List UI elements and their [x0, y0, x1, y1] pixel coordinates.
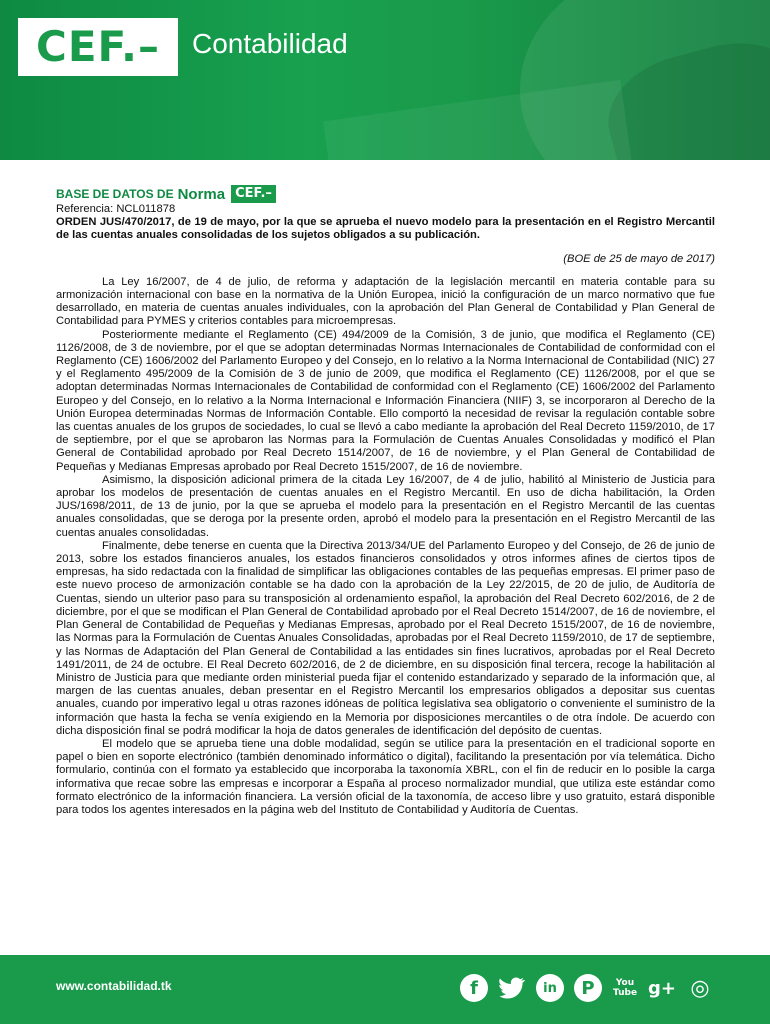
database-norma: Norma — [177, 185, 226, 203]
section-title: Contabilidad — [192, 28, 348, 59]
document-reference: Referencia: NCL011878 — [56, 203, 176, 215]
twitter-icon[interactable] — [496, 972, 528, 1004]
page-footer — [0, 955, 770, 1024]
youtube-icon[interactable]: You Tube — [612, 978, 638, 998]
paragraph: Finalmente, debe tenerse en cuenta que la Directiva 2013/34/UE del Parlamento Europeo y del Consejo, de 26 de junio de 2013, sobre los estados financieros anuales, los estados financieros consolidados y otros informes afines de ciertos tipos de empresas, ha sido redactada con la finalidad de simplificar las obligaciones contables de las pequeñas empresas. El primer paso de este nuevo proceso de armonización contable se ha dado con la aprobación de la Ley 22/2015, de 20 de julio, de Auditoría de Cuentas, siendo un ulterior paso para su transposición al ordenamiento español, la aprobación del Real Decreto 602/2016, de 2 de diciembre, por el que se modifican el Plan General de Contabilidad aprobado por el Real Decreto 1514/2007, de 16 de noviembre, el Plan General de Contabilidad de Pequeñas y Medianas Empresas, aprobado por el Real Decreto 1515/2007, de 16 de noviembre, las Normas para la Formulación de Cuentas Anuales Consolidadas, aprobadas por el Real Decreto 1159/2010, de 17 de septiembre, y las Normas de Adaptación del Plan General de Contabilidad a las entidades sin fines lucrativos, aprobadas por el Real Decreto 1491/2011, de 24 de octubre. El Real Decreto 602/2016, de 2 de diciembre, en su disposición final tercera, recoge la habilitación al Ministro de Justicia para que mediante orden ministerial pueda fijar el contenido estandarizado y separado de la información que, al margen de las cuentas anuales, deban presentar en el Registro Mercantil los empresarios obligados a depositar sus cuentas anuales, cuando por imperativo legal u otras razones idóneas de política legislativa sea obligatorio o conveniente el suministro de la información que hasta la fecha se venía exigiendo en la Memoria por disposiciones mercantiles o de otra índole. De acuerdo con dicha disposición final se podrá modificar la hoja de datos generales de identificación del depósito de cuentas. — [56, 539, 715, 737]
social-links — [458, 972, 722, 1004]
paragraph: El modelo que se aprueba tiene una doble modalidad, según se utilice para la presentación en el tradicional soporte en papel o bien en soporte electrónico (también denominado informático o digital), facilitando la presentación por vía telemática. Dicho formulario, continúa con el formato ya establecido que incorporaba la taxonomía XBRL, con el fin de reducir en lo posible la carga informativa que recae sobre las empresas e incorporar a España al proceso normalizador mundial, que utiliza este estándar como formato electrónico de la información financiera. La versión oficial de la taxonomía, de acceso libre y uso gratuito, estará disponible para todos los agentes interesados en la página web del Instituto de Contabilidad y Auditoría de Cuentas. — [56, 737, 715, 816]
site-url-link[interactable]: www.contabilidad.tk — [56, 979, 172, 993]
database-heading — [56, 185, 276, 203]
document-title: ORDEN JUS/470/2017, de 19 de mayo, por la que se aprueba el nuevo modelo para la presentación en el Registro Mercantil de las cuentas anuales consolidadas de los sujetos obligados a su publicación. — [56, 216, 715, 242]
paragraph: Asimismo, la disposición adicional primera de la citada Ley 16/2007, de 4 de julio, habilitó al Ministerio de Justicia para aprobar los modelos de presentación de cuentas anuales en el Registro Mercantil. En uso de dicha habilitación, la Orden JUS/1698/2011, de 13 de junio, por la que se aprueba el modelo para la presentación en el Registro Mercantil de las cuentas anuales consolidadas, que se deroga por la presente orden, aprobó el modelo para la presentación en el Registro Mercantil de las cuentas anuales consolidadas. — [56, 473, 715, 539]
facebook-icon[interactable]: f — [460, 974, 488, 1002]
header-decoration — [323, 80, 637, 160]
cef-logo-text: CEF.– — [36, 22, 160, 71]
database-label: BASE DE DATOS DE — [56, 187, 174, 201]
instagram-icon[interactable]: ◎ — [690, 975, 710, 1001]
small-cef-logo: CEF.– — [231, 185, 276, 203]
google-plus-icon[interactable]: g+ — [648, 977, 676, 999]
paragraph: Posteriormente mediante el Reglamento (CE) 494/2009 de la Comisión, 3 de junio, que modifica el Reglamento (CE) 1126/2008, de 3 de noviembre, por el que se adoptan determinadas Normas Internacionales de Contabilidad de conformidad con el Reglamento (CE) 1606/2002 del Parlamento Europeo y del Consejo, en lo relativo a la Norma Internacional de Contabilidad (NIC) 27 y el Reglamento 495/2009 de la Comisión de 3 de junio de 2009, que modifica el Reglamento (CE) 1126/2008, por el que se adoptan determinadas Normas Internacionales de Contabilidad de conformidad con el Reglamento (CE) 1606/2002 del Parlamento Europeo y del Consejo, en lo relativo a la Norma Internacional e Información Financiera (NIIF) 3, se incorporaron al Derecho de la Unión Europea determinadas Normas de Información Contable. Ello comportó la necesidad de revisar la regulación contable sobre las cuentas anuales de los grupos de sociedades, lo cual se llevó a cabo mediante la aprobación del Real Decreto 1159/2010, de 17 de septiembre, por el que se aprobaron las Normas para la Formulación de Cuentas Anuales Consolidadas y modificó el Plan General de Contabilidad aprobado por Real Decreto 1514/2007, de 16 de noviembre, y el Plan General de Contabilidad de Pequeñas y Medianas Empresas aprobado por Real Decreto 1515/2007, de 16 de noviembre. — [56, 328, 715, 473]
document-body — [56, 203, 715, 817]
paragraph: La Ley 16/2007, de 4 de julio, de reforma y adaptación de la legislación mercantil en materia contable para su armonización internacional con base en la normativa de la Unión Europea, inició la configuración de un marco normativo que fue desarrollado, en materia de cuentas anuales individuales, con la aprobación del Plan General de Contabilidad y Plan General de Contabilidad para PYMES y criterios contables para microempresas. — [56, 275, 715, 328]
cef-logo[interactable] — [18, 18, 178, 76]
page-header — [0, 0, 770, 160]
boe-date: (BOE de 25 de mayo de 2017) — [563, 252, 715, 265]
pinterest-icon[interactable]: P — [574, 974, 602, 1002]
linkedin-icon[interactable]: in — [536, 974, 564, 1002]
